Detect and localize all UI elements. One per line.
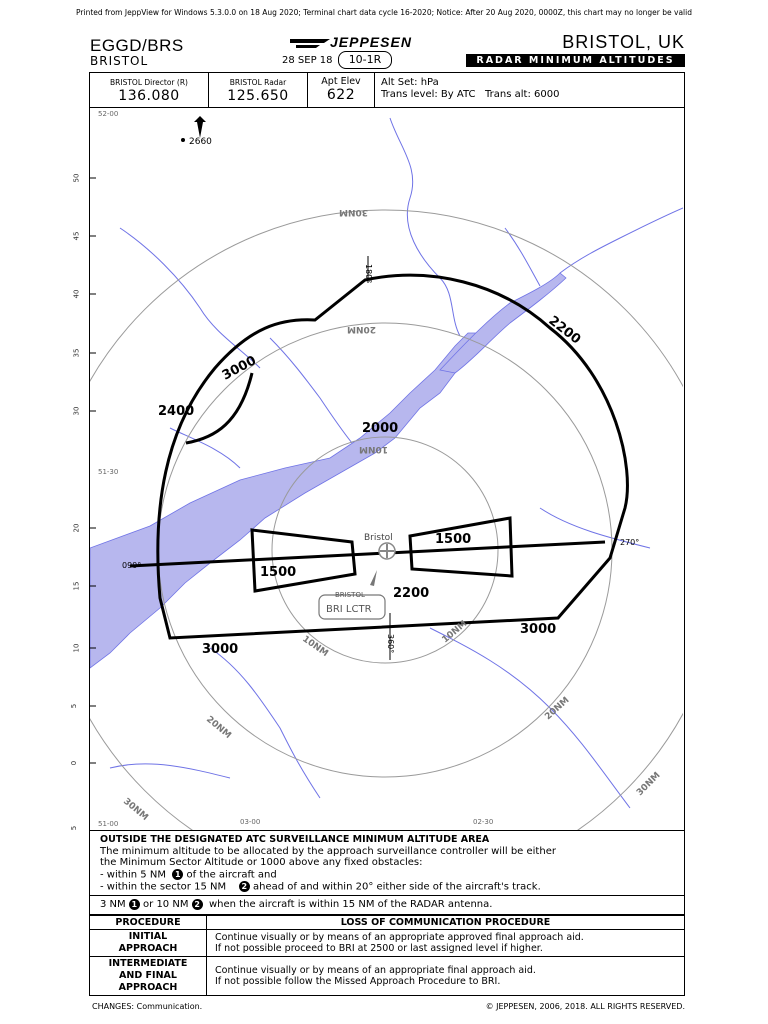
condition-text: when the aircraft is within 15 NM of the RADAR antenna. xyxy=(209,899,493,910)
notes-line4b: ahead of and within 20° either side of the aircraft's track. xyxy=(253,881,541,892)
map-frame xyxy=(89,108,685,830)
chart-city: BRISTOL, UK xyxy=(562,32,685,52)
airport-map-label: Bristol xyxy=(364,533,393,543)
notes-line4a: - within the sector 15 NM xyxy=(100,881,227,892)
procedure-line: If not possible follow the Missed Approach Procedure to BRI. xyxy=(215,976,501,987)
brand-logo: JEPPESEN xyxy=(330,34,412,50)
notes-line4 xyxy=(100,881,674,893)
alt-label-2200-s: 2200 xyxy=(393,586,430,601)
chart-number: 10-1R xyxy=(338,51,392,69)
ring-label-30nm-sw: 30NM xyxy=(121,796,150,823)
minute-tick: 15 xyxy=(72,581,81,591)
ring-label-20nm-sw: 20NM xyxy=(204,714,233,741)
copyright: © JEPPESEN, 2006, 2018. ALL RIGHTS RESERVED. xyxy=(485,1002,685,1011)
procedure-table xyxy=(89,915,685,996)
navaid-pointer-icon xyxy=(370,570,377,586)
ring-label-10nm-se: 10NM xyxy=(440,618,470,646)
minute-tick: 0 xyxy=(70,760,79,766)
elevation-cell xyxy=(308,73,375,107)
notes-box xyxy=(89,830,685,896)
condition-3nm: 3 NM xyxy=(100,899,126,910)
badge-2-icon: 2 xyxy=(192,899,203,910)
ring-label-10nm-n: 10NM xyxy=(358,444,388,454)
badge-1-icon: 1 xyxy=(172,869,183,880)
notes-line2: the Minimum Sector Altitude or 1000 above any fixed obstacles: xyxy=(100,857,423,868)
condition-10nm: or 10 NM xyxy=(143,899,189,910)
notes-line3a: - within 5 NM xyxy=(100,869,166,880)
print-notice: Printed from JeppView for Windows 5.3.0.0 on 18 Aug 2020; Terminal chart data cycle 16-2020; Notice: After 20 Aug 2020, 0000Z, this chart may no longer be valid xyxy=(76,8,692,17)
lat-label-51-30: 51-30 xyxy=(98,468,119,476)
ring-label-30nm-n: 30NM xyxy=(338,207,368,217)
procedure-name: INITIAL APPROACH xyxy=(90,930,207,957)
minute-tick: 5 xyxy=(70,703,79,709)
communication-box xyxy=(89,72,685,108)
procedure-name: INTERMEDIATE AND FINAL APPROACH xyxy=(90,957,207,996)
radial-label-360: 360° xyxy=(386,634,395,654)
elevation-value: 622 xyxy=(326,87,356,103)
alt-set: Alt Set: hPa xyxy=(381,77,439,88)
spot-elevation: 2660 xyxy=(189,137,212,147)
director-label: BRISTOL Director (R) xyxy=(110,78,188,87)
elevation-label: Apt Elev xyxy=(321,76,361,87)
changes-note: CHANGES: Communication. xyxy=(92,1002,203,1011)
minute-tick: 30 xyxy=(72,406,81,416)
badge-2-icon: 2 xyxy=(239,881,250,892)
obstacle-arrow-icon xyxy=(194,116,206,138)
radial-label-180: 180° xyxy=(364,264,373,284)
radar-frequency: 125.650 xyxy=(227,88,289,104)
procedure-line: If not possible proceed to BRI at 2500 or last assigned level if higher. xyxy=(215,943,543,954)
minute-tick: 5 xyxy=(70,825,79,831)
alt-label-3000-nw: 3000 xyxy=(219,353,259,384)
radial-label-090: 090° xyxy=(122,561,142,570)
lon-label-02-30: 02-30 xyxy=(473,818,494,826)
minute-tick: 40 xyxy=(72,289,81,299)
lat-label-52-00: 52-00 xyxy=(98,110,119,118)
navaid-name: BRISTOL xyxy=(335,591,365,599)
airport-ident: EGGD/BRS xyxy=(90,36,184,55)
procedure-text xyxy=(207,957,685,996)
rivers xyxy=(110,118,683,808)
minute-tick: 45 xyxy=(72,231,81,241)
alt-label-3000-sw: 3000 xyxy=(202,642,239,657)
procedure-line: Continue visually or by means of an appropriate final approach aid. xyxy=(215,964,536,976)
navaid-ident: BRI LCTR xyxy=(326,604,372,615)
chart-title: RADAR MINIMUM ALTITUDES xyxy=(466,54,685,67)
ring-label-30nm-se: 30NM xyxy=(635,770,663,799)
radar-cell xyxy=(209,73,308,107)
table-row xyxy=(90,930,685,957)
condition-line xyxy=(89,896,685,915)
table-row xyxy=(90,957,685,996)
radar-label: BRISTOL Radar xyxy=(229,78,287,87)
estuary-water xyxy=(90,333,478,668)
subsector-2400 xyxy=(186,373,252,443)
radar-map xyxy=(90,108,683,830)
director-frequency: 136.080 xyxy=(118,88,180,104)
alt-label-1500-west: 1500 xyxy=(260,565,297,580)
badge-1-icon: 1 xyxy=(129,899,140,910)
procedure-line: Continue visually or by means of an appropriate approved final approach aid. xyxy=(215,931,584,943)
notes-line3b: of the aircraft and xyxy=(186,869,277,880)
minute-tick: 35 xyxy=(72,348,81,358)
minute-tick: 10 xyxy=(72,643,81,653)
lon-label-03-00: 03-00 xyxy=(240,818,261,826)
spot-elevation-dot xyxy=(181,138,185,142)
radial-label-270: 270° xyxy=(620,538,640,547)
left-border-ticks xyxy=(90,178,96,763)
lat-label-51-00: 51-00 xyxy=(98,820,119,828)
notes-line3 xyxy=(100,869,674,881)
minute-scale xyxy=(72,108,86,838)
loss-comm-header: LOSS OF COMMUNICATION PROCEDURE xyxy=(207,916,685,930)
notes-title: OUTSIDE THE DESIGNATED ATC SURVEILLANCE MINIMUM ALTITUDE AREA xyxy=(100,834,490,845)
alt-label-1500-east: 1500 xyxy=(435,532,472,547)
transition-level: Trans level: By ATC xyxy=(381,89,476,100)
ring-label-20nm-n: 20NM xyxy=(346,324,376,334)
alt-label-2400: 2400 xyxy=(158,404,195,419)
altimeter-info xyxy=(375,73,565,107)
procedure-header: PROCEDURE xyxy=(90,916,207,930)
alt-label-2200-ne: 2200 xyxy=(545,313,584,348)
notes-line1: The minimum altitude to be allocated by the approach surveillance controller will be either xyxy=(100,845,556,857)
minute-tick: 50 xyxy=(72,173,81,183)
procedure-text xyxy=(207,930,685,957)
transition-altitude: Trans alt: 6000 xyxy=(485,89,560,100)
alt-label-2000: 2000 xyxy=(362,421,399,436)
ring-label-10nm-sw: 10NM xyxy=(300,634,330,660)
chart-date: 28 SEP 18 xyxy=(282,55,333,66)
ring-label-20nm-se: 20NM xyxy=(543,695,572,723)
airport-name: BRISTOL xyxy=(90,54,149,68)
transition-info xyxy=(381,89,559,101)
director-cell xyxy=(90,73,209,107)
alt-label-3000-se: 3000 xyxy=(520,622,557,637)
minute-tick: 20 xyxy=(72,523,81,533)
airport-symbol-icon xyxy=(379,543,395,559)
